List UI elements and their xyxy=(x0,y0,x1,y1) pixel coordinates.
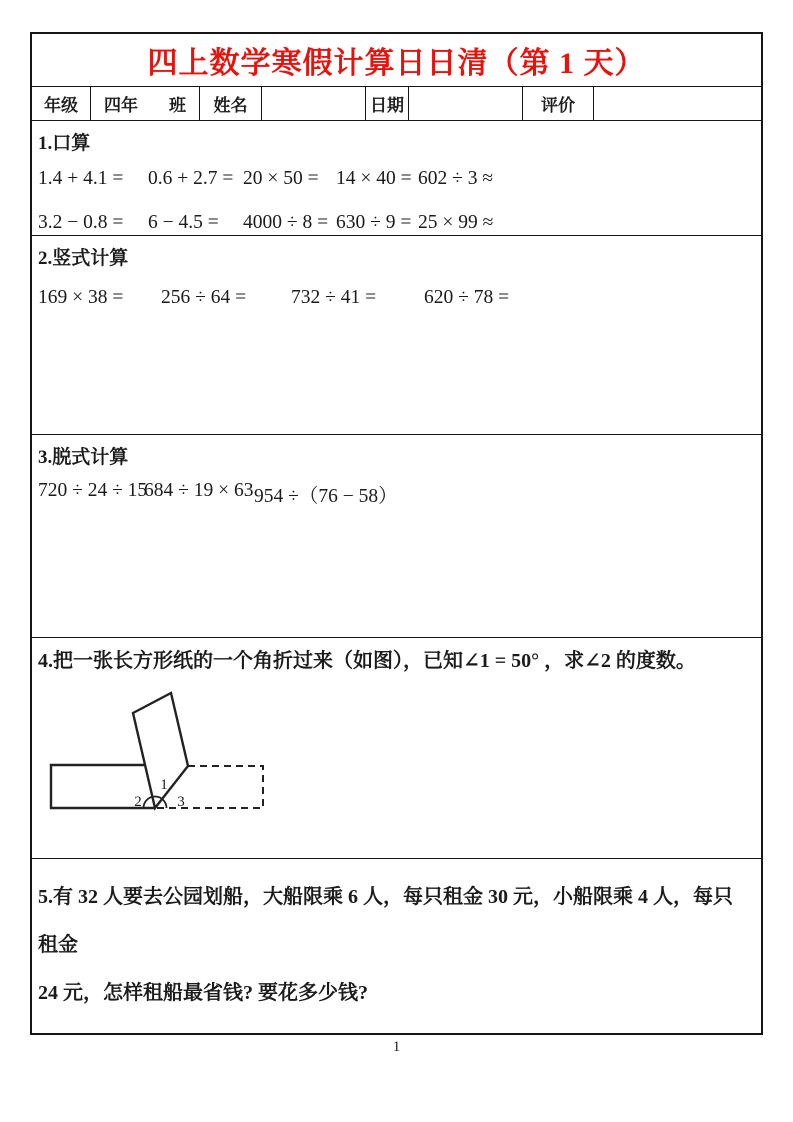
equation: 20 × 50 = xyxy=(243,168,319,189)
grade-label: 年级 xyxy=(44,96,78,115)
oral-calc-row-1 xyxy=(38,168,761,190)
section-oral-calculation xyxy=(32,121,761,236)
name-label: 姓名 xyxy=(213,96,248,115)
folded-paper-figure xyxy=(45,686,280,818)
info-header-row xyxy=(32,87,761,121)
date-label: 日期 xyxy=(370,96,404,115)
boat-problem-line-1: 5.有 32 人要去公园划船，大船限乘 6 人，每只租金 30 元，小船限乘 4 人，每只租金 xyxy=(38,886,733,956)
page-number: 1 xyxy=(392,1039,401,1055)
boat-problem-text xyxy=(38,859,761,1017)
equation: 602 ÷ 3 ≈ xyxy=(418,168,494,189)
equation: 169 × 38 = xyxy=(38,287,124,308)
worksheet-title-text: 四上数学寒假计算日日清（第 1 天） xyxy=(147,47,646,80)
equation: 684 ÷ 19 × 63 xyxy=(144,480,254,501)
evaluation-blank-cell xyxy=(594,87,761,120)
section-step-calculation xyxy=(32,435,761,638)
grade-value-cell xyxy=(91,87,200,120)
angle-problem-text: 4.把一张长方形纸的一个角折过来（如图），已知∠1 = 50° ，求∠2 的度数。 xyxy=(38,650,696,672)
equation: 6 − 4.5 = xyxy=(148,212,219,233)
name-blank-cell xyxy=(262,87,366,120)
angle-1-label: 1 xyxy=(160,777,168,793)
angle-3-label: 3 xyxy=(177,794,185,810)
equation: 620 ÷ 78 = xyxy=(424,287,510,308)
section-vertical-calculation xyxy=(32,236,761,435)
name-label-cell xyxy=(200,87,262,120)
grade-label-cell xyxy=(32,87,91,120)
equation: 0.6 + 2.7 = xyxy=(148,168,234,189)
angle-2-label: 2 xyxy=(134,794,142,810)
worksheet-table xyxy=(30,32,763,1035)
oral-calc-row-2 xyxy=(38,212,761,234)
equation: 4000 ÷ 8 = xyxy=(243,212,329,233)
date-label-cell xyxy=(366,87,409,120)
boat-problem-line-2: 24 元，怎样租船最省钱? 要花多少钱? xyxy=(38,982,368,1004)
grade-value: 四年 xyxy=(104,96,138,115)
section3-heading: 3.脱式计算 xyxy=(38,447,129,468)
equation: 720 ÷ 24 ÷ 15 xyxy=(38,480,148,501)
evaluation-label-cell xyxy=(523,87,594,120)
worksheet-title xyxy=(32,34,761,87)
equation: 14 × 40 = xyxy=(336,168,412,189)
equation: 732 ÷ 41 = xyxy=(291,287,377,308)
section1-heading: 1.口算 xyxy=(38,133,91,154)
evaluation-label: 评价 xyxy=(541,96,575,115)
vertical-calc-row xyxy=(38,287,761,309)
equation: 630 ÷ 9 = xyxy=(336,212,412,233)
equation: 1.4 + 4.1 = xyxy=(38,168,124,189)
date-blank-cell xyxy=(409,87,523,120)
equation: 256 ÷ 64 = xyxy=(161,287,247,308)
equation: 25 × 99 ≈ xyxy=(418,212,494,233)
section2-heading: 2.竖式计算 xyxy=(38,248,129,269)
section-angle-problem xyxy=(32,638,761,859)
equation: 954 ÷（76 − 58） xyxy=(254,486,398,507)
step-calc-row xyxy=(38,480,761,508)
section-boat-problem xyxy=(32,859,761,1033)
equation: 3.2 − 0.8 = xyxy=(38,212,124,233)
class-label: 班 xyxy=(169,96,186,115)
